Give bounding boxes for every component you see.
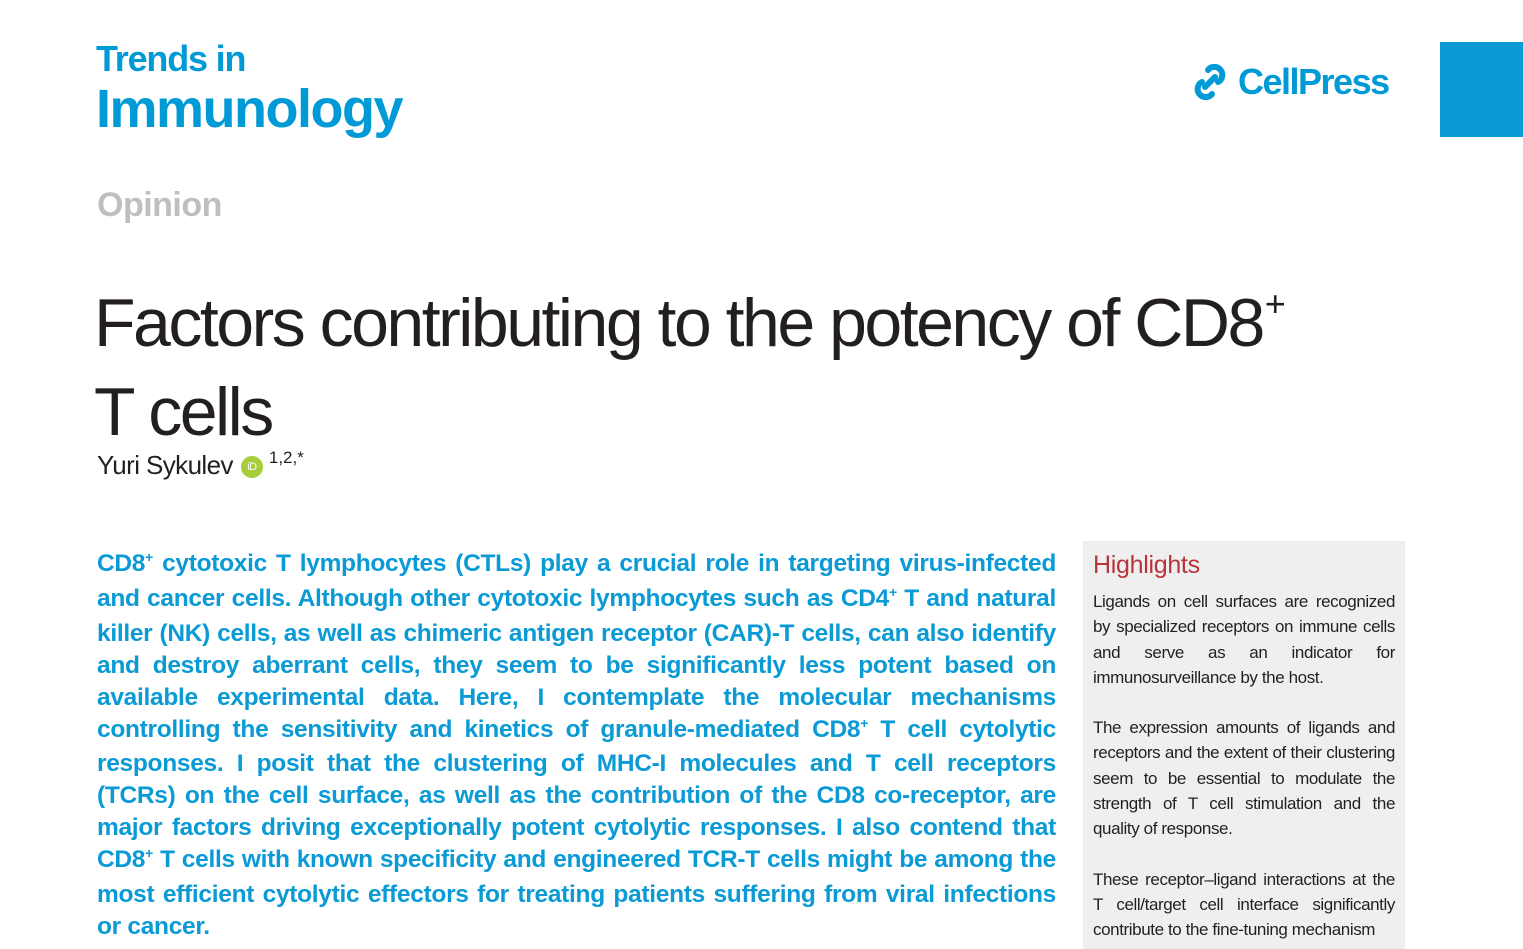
article-title-sup: + (1264, 282, 1284, 324)
abstract-text-1: CD8 (97, 550, 146, 577)
journal-title (96, 38, 402, 138)
abstract (97, 548, 1056, 943)
abstract-text-2: cytotoxic T lymphocytes (CTLs) play a crucial role in targeting virus-infected and cancer cells. Although other cytotoxic lymphocytes such as CD4 (97, 550, 1056, 612)
highlights-list (1093, 589, 1395, 949)
author-line (97, 450, 304, 481)
article-title (94, 284, 1394, 451)
abstract-text-4: T cell cytolytic responses. I posit that the clustering of MHC-I molecules and T cell receptors (TCRs) on the cell surface, as well as the contribution of the CD8 co-receptor, are major factors driving exceptionally potent cytolytic responses. I also contend that CD8 (97, 715, 1056, 874)
article-type: Opinion (97, 186, 222, 224)
journal-title-line2: Immunology (96, 79, 402, 139)
abstract-sup-2: + (888, 583, 897, 600)
author-affiliations[interactable]: 1,2,* (268, 448, 304, 467)
highlight-item: The expression amounts of ligands and receptors and the extent of their clustering seem to be essential to modulate the strength of T cell stimulation and the quality of response. (1093, 718, 1395, 839)
author-name[interactable]: Yuri Sykulev (97, 450, 233, 480)
orcid-icon[interactable]: iD (241, 456, 263, 478)
corner-color-block (1440, 42, 1523, 137)
highlights-heading: Highlights (1093, 551, 1200, 579)
abstract-text-5: T cells with known specificity and engineered TCR-T cells might be among the most efficient cytolytic effectors for treating patients suffering from viral infections or cancer. (97, 846, 1056, 940)
highlight-item: These receptor–ligand interactions at the T cell/target cell interface significantly contribute to the fine-tuning mechanism (1093, 869, 1395, 940)
highlights-box (1083, 541, 1405, 949)
journal-title-line1: Trends in (96, 38, 246, 79)
abstract-sup-1: + (145, 549, 154, 565)
highlight-item: Ligands on cell surfaces are recognized by specialized receptors on immune cells and serve as an indicator for immunosurveillance by the host. (1093, 592, 1395, 687)
article-title-end: T cells (94, 373, 272, 450)
cellpress-logo-icon (1188, 60, 1232, 104)
abstract-sup-4: + (145, 845, 154, 862)
publisher-name: CellPress (1238, 61, 1389, 102)
publisher-logo[interactable] (1188, 60, 1389, 104)
abstract-sup-3: + (860, 714, 869, 731)
abstract-text-3: T and natural killer (NK) cells, as well as chimeric antigen receptor (CAR)-T cells, can also identify and destroy aberrant cells, they seem to be significantly less potent based on available experimental data. Here, I contemplate the molecular mechanisms controlling the sensitivity and kinetics of granule-mediated CD8 (97, 584, 1056, 743)
article-title-main: Factors contributing to the potency of CD8 (94, 284, 1263, 361)
